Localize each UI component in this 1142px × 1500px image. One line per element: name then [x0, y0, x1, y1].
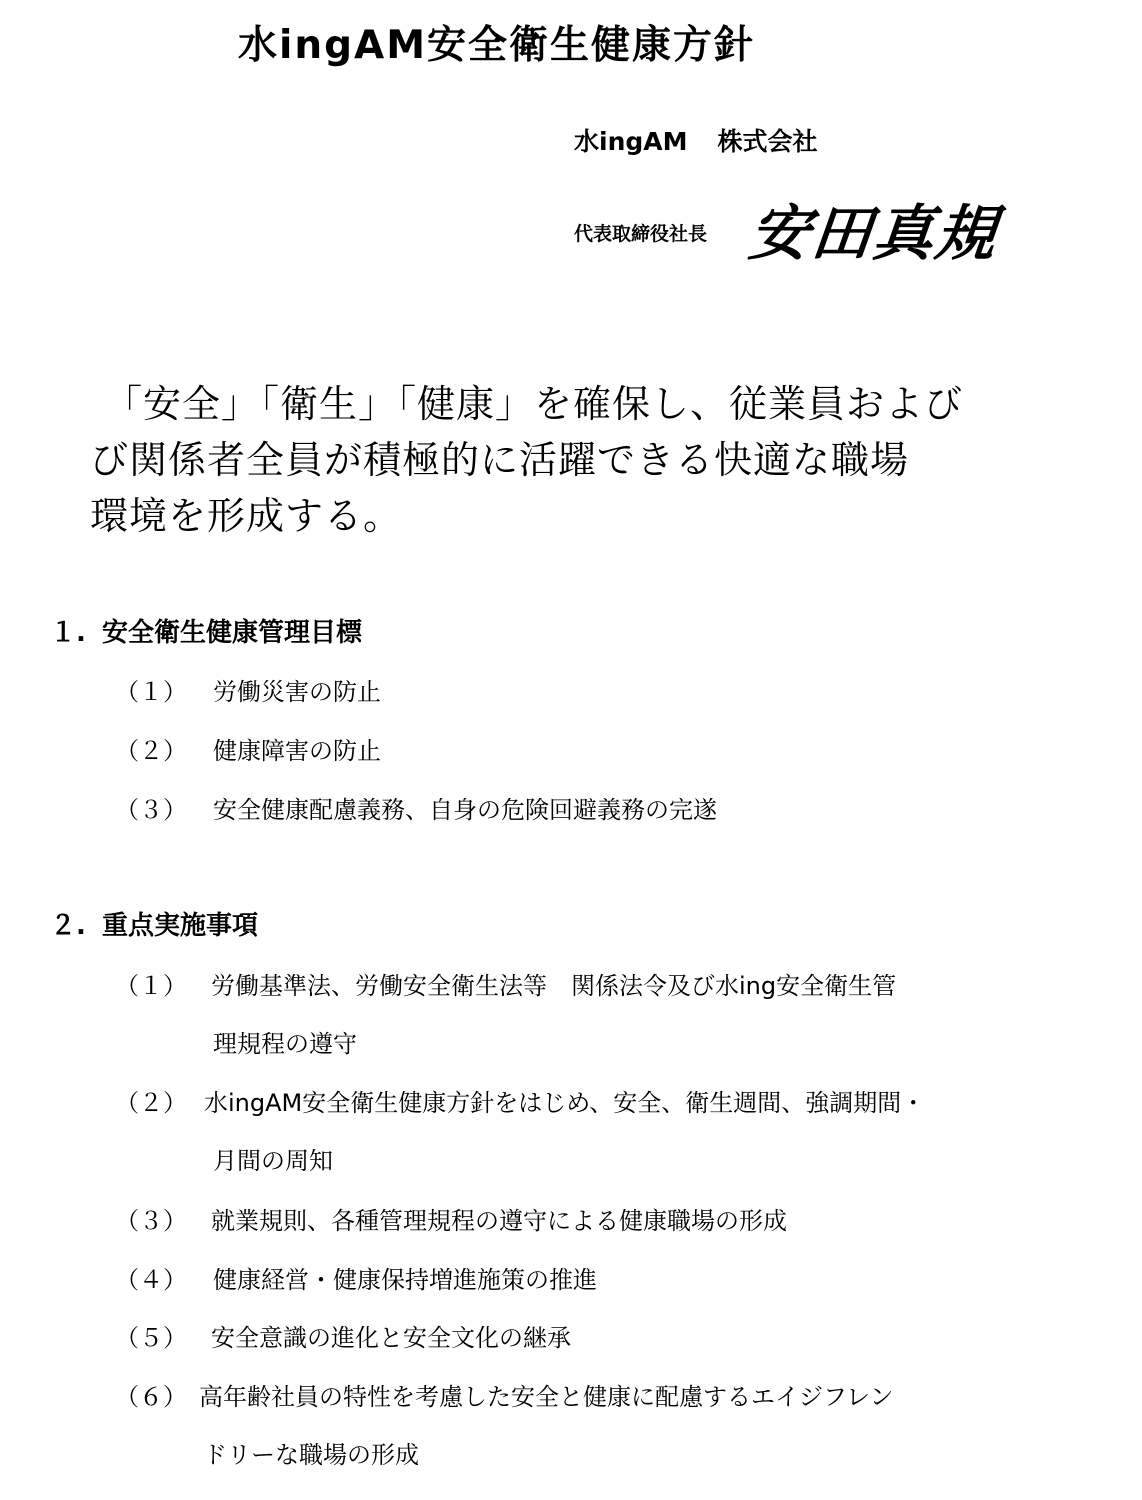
section-2-item-1	[115, 966, 1015, 1056]
item-label: （５）	[115, 1324, 187, 1352]
section-2-heading	[50, 905, 258, 942]
item-text: 安全意識の進化と安全文化の継承	[211, 1324, 571, 1352]
document-title: 水ingAM安全衛生健康方針	[238, 23, 756, 68]
item-label: （２）	[115, 737, 187, 765]
item-label: （３）	[115, 796, 187, 824]
section-1-item-3	[115, 790, 1015, 822]
item-label: （２）	[115, 1089, 187, 1117]
company-name-main: 水ingAM	[574, 127, 688, 156]
item-text-line-1: 水ingAM安全衛生健康方針をはじめ、安全、衛生週間、強調期間・	[204, 1089, 926, 1117]
section-2-item-4	[115, 1260, 1015, 1292]
section-1-item-2	[115, 731, 1015, 763]
item-text-line-2: 理規程の遵守	[213, 1030, 357, 1058]
policy-statement	[90, 376, 1000, 544]
section-2-number: ２.	[50, 911, 86, 941]
section-2-item-6	[115, 1377, 1015, 1467]
policy-statement-line-3: 環境を形成する。	[90, 494, 403, 538]
item-text-line-2: ドリーな職場の形成	[203, 1441, 419, 1469]
item-label: （３）	[115, 1207, 187, 1235]
item-text-line-1: 高年齢社員の特性を考慮した安全と健康に配慮するエイジフレン	[199, 1383, 894, 1411]
item-text: 安全健康配慮義務、自身の危険回避義務の完遂	[213, 796, 717, 824]
item-text: 労働災害の防止	[213, 678, 381, 706]
section-2-item-2	[115, 1083, 1015, 1173]
company-name	[574, 122, 818, 158]
item-label: （１）	[115, 678, 187, 706]
section-1-item-1	[115, 672, 1015, 704]
item-label: （４）	[115, 1266, 187, 1294]
item-text-line-2: 月間の周知	[213, 1147, 333, 1175]
item-text: 健康障害の防止	[213, 737, 381, 765]
item-label: （６）	[115, 1383, 187, 1411]
section-1-title: 安全衛生健康管理目標	[102, 618, 363, 648]
section-2-item-3	[115, 1201, 1015, 1233]
section-1-heading	[50, 612, 362, 649]
representative-role: 代表取締役社長	[574, 223, 708, 245]
policy-statement-line-2: び関係者全員が積極的に活躍できる快適な職場	[90, 438, 910, 482]
company-name-suffix: 株式会社	[717, 127, 818, 156]
item-text: 就業規則、各種管理規程の遵守による健康職場の形成	[211, 1207, 787, 1235]
representative-signature: 安田真規	[745, 199, 1002, 269]
item-text-line-1: 労働基準法、労働安全衛生法等 関係法令及び水ing安全衛生管	[211, 972, 897, 1000]
section-1-number: １.	[50, 618, 86, 648]
item-label: （１）	[115, 972, 187, 1000]
section-2-item-5	[115, 1318, 1015, 1350]
policy-statement-line-1: 「安全」「衛生」「健康」を確保し、従業員および	[104, 382, 964, 426]
section-2-title: 重点実施事項	[102, 911, 259, 941]
item-text: 健康経営・健康保持増進施策の推進	[213, 1266, 597, 1294]
